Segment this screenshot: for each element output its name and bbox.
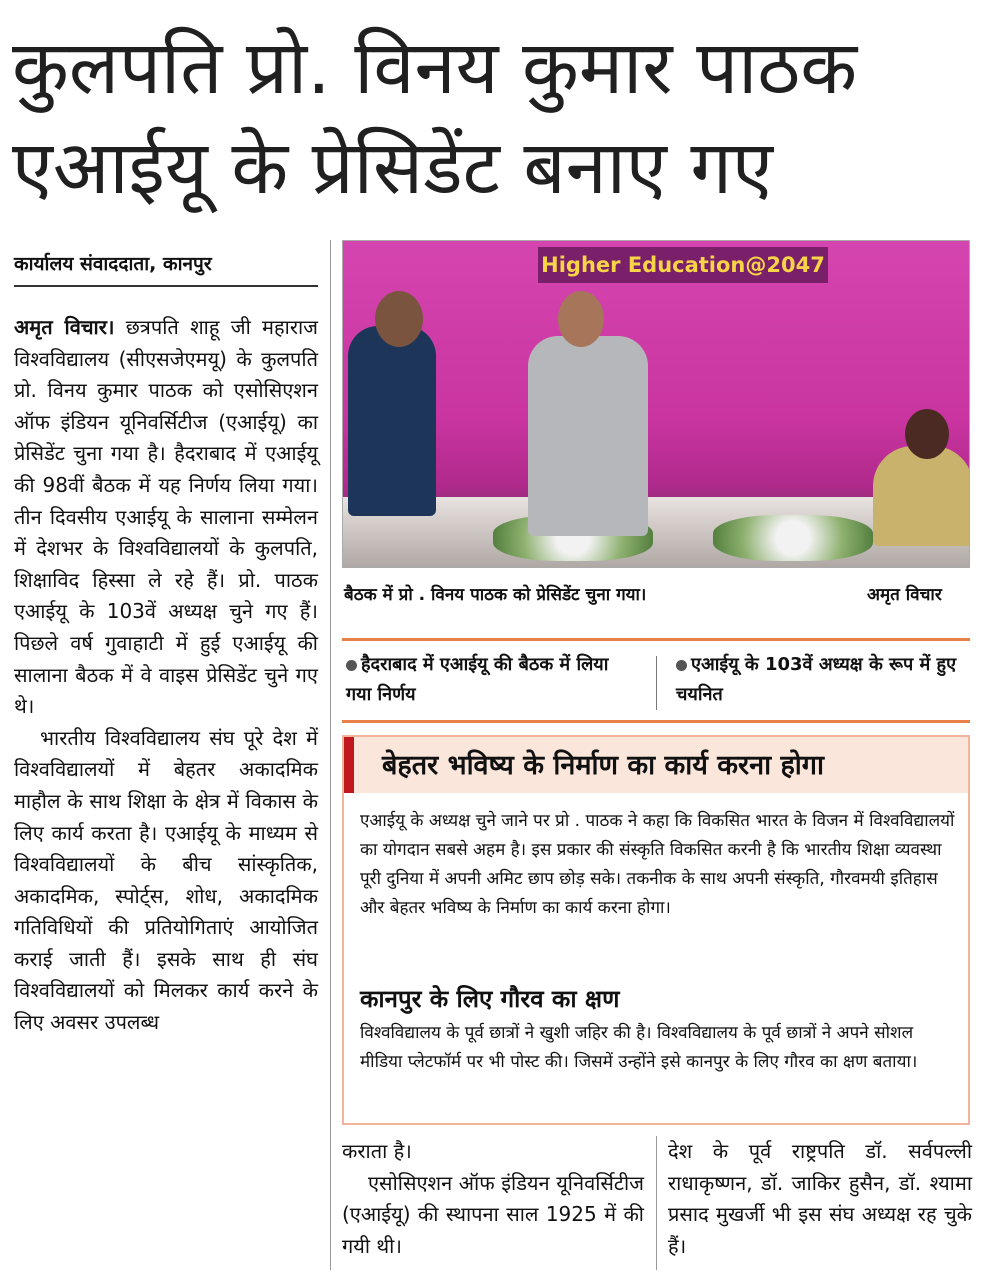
person-right-head xyxy=(905,409,949,459)
article-col2-line: कराता है। xyxy=(342,1139,412,1163)
photo-credit: अमृत विचार xyxy=(867,585,942,605)
highlight-item: हैदराबाद में एआईयू की बैठक में लिया गया निर्णय xyxy=(346,654,609,705)
person-left-body xyxy=(348,326,436,516)
box-heading-text: बेहतर भविष्य के निर्माण का कार्य करना होगा xyxy=(382,750,824,781)
article-col2-paragraph: एसोसिएशन ऑफ इंडियन यूनिवर्सिटीज (एआईयू) की स्थापना साल 1925 में की गयी थी। xyxy=(342,1170,644,1258)
person-center-head xyxy=(558,291,604,347)
highlight-rule-bottom xyxy=(342,720,970,723)
news-photo xyxy=(342,240,970,568)
photo-banner: Higher Education@2047 xyxy=(538,247,828,283)
sidebar-box xyxy=(342,735,970,1125)
highlight-item: एआईयू के 103वें अध्यक्ष के रूप में हुए चयनित xyxy=(676,654,957,705)
headline-line-2: एआईयू के प्रेसिडेंट बनाए गए xyxy=(12,125,773,211)
headline-line-1: कुलपति प्रो. विनय कुमार पाठक xyxy=(12,25,858,111)
byline: कार्यालय संवाददाता, कानपुर xyxy=(14,253,212,275)
photo-caption: बैठक में प्रो . विनय पाठक को प्रेसिडेंट चुना गया। xyxy=(344,585,647,605)
flower-arrangement xyxy=(713,515,873,561)
box-heading xyxy=(344,737,968,793)
article-column-3 xyxy=(668,1136,972,1262)
article-col3-paragraph: देश के पूर्व राष्ट्रपति डॉ. सर्वपल्ली राधाकृष्णन, डॉ. जाकिर हुसैन, डॉ. श्यामा प्रसाद मुखर्जी भी इस संघ अध्यक्ष रह चुके हैं। xyxy=(668,1139,972,1258)
headline xyxy=(12,18,982,218)
column-divider-right xyxy=(656,1136,657,1270)
person-right-body xyxy=(873,446,970,546)
article-column-2 xyxy=(342,1136,644,1262)
person-left-head xyxy=(375,291,423,347)
article-paragraph-1 xyxy=(14,312,318,723)
highlight-rule-top xyxy=(342,638,970,641)
box-subheading: कानपुर के लिए गौरव का क्षण xyxy=(360,985,620,1013)
box-paragraph-1: एआईयू के अध्यक्ष चुने जाने पर प्रो . पाठक ने कहा कि विकसित भारत के विजन में विश्वविद्यालयों का योगदान सबसे अहम है। इस प्रकार की संस्कृति विकसित करनी है कि भारतीय शिक्षा व्यवस्था पूरी दुनिया में अपनी अमिट छाप छोड़ सके। तकनीक के साथ अपनी संस्कृति, गौरवमयी इतिहास और बेहतर भविष्य के निर्माण का कार्य करना होगा। xyxy=(360,811,955,918)
article-paragraph-1-text: छत्रपति शाहू जी महाराज विश्वविद्यालय (सीएसजेएमयू) के कुलपति प्रो. विनय कुमार पाठक को एसोसिएशन ऑफ इंडियन यूनिवर्सिटीज (एआईयू) का प्रेसिडेंट चुना गया है। हैदराबाद में एआईयू की 98वीं बैठक में यह निर्णय लिया गया। तीन दिवसीय एआईयू के सालाना सम्मेलन में देशभर के विश्वविद्यालयों के कुलपति, शिक्षाविद हिस्सा ले रहे हैं। प्रो. पाठक एआईयू के 103वें अध्यक्ष चुने गए हैं। पिछले वर्ष गुवाहाटी में हुई एआईयू की सालाना बैठक में वे वाइस प्रेसिडेंट चुने गए थे। xyxy=(14,315,319,719)
highlight-divider xyxy=(656,656,657,710)
bullet-icon xyxy=(346,660,357,671)
box-paragraph-2: विश्वविद्यालय के पूर्व छात्रों ने खुशी जहिर की है। विश्वविद्यालय के पूर्व छात्रों ने अपने सोशल मीडिया प्लेटफॉर्म पर भी पोस्ट की। जिसमें उन्होंने इसे कानपुर के लिए गौरव का क्षण बताया। xyxy=(360,1023,918,1072)
article-lead: अमृत विचार। xyxy=(14,315,115,339)
bullet-icon xyxy=(676,660,687,671)
article-paragraph-2: भारतीय विश्वविद्यालय संघ पूरे देश में विश्वविद्यालयों में बेहतर अकादमिक माहौल के साथ शिक्षा के क्षेत्र में विकास के लिए कार्य करता है। एआईयू के माध्यम से विश्वविद्यालयों के बीच सांस्कृतिक, अकादमिक, स्पोर्ट्स, शोध, अकादमिक गतिविधियों की प्रतियोगिताएं आयोजित कराई जाती हैं। इसके साथ ही संघ विश्वविद्यालयों को मिलकर कार्य करने के लिए अवसर उपलब्ध xyxy=(14,725,318,1035)
byline-divider xyxy=(14,285,318,287)
person-center-body xyxy=(528,336,648,536)
column-divider-left xyxy=(330,240,331,1270)
article-column-1 xyxy=(14,312,318,1039)
